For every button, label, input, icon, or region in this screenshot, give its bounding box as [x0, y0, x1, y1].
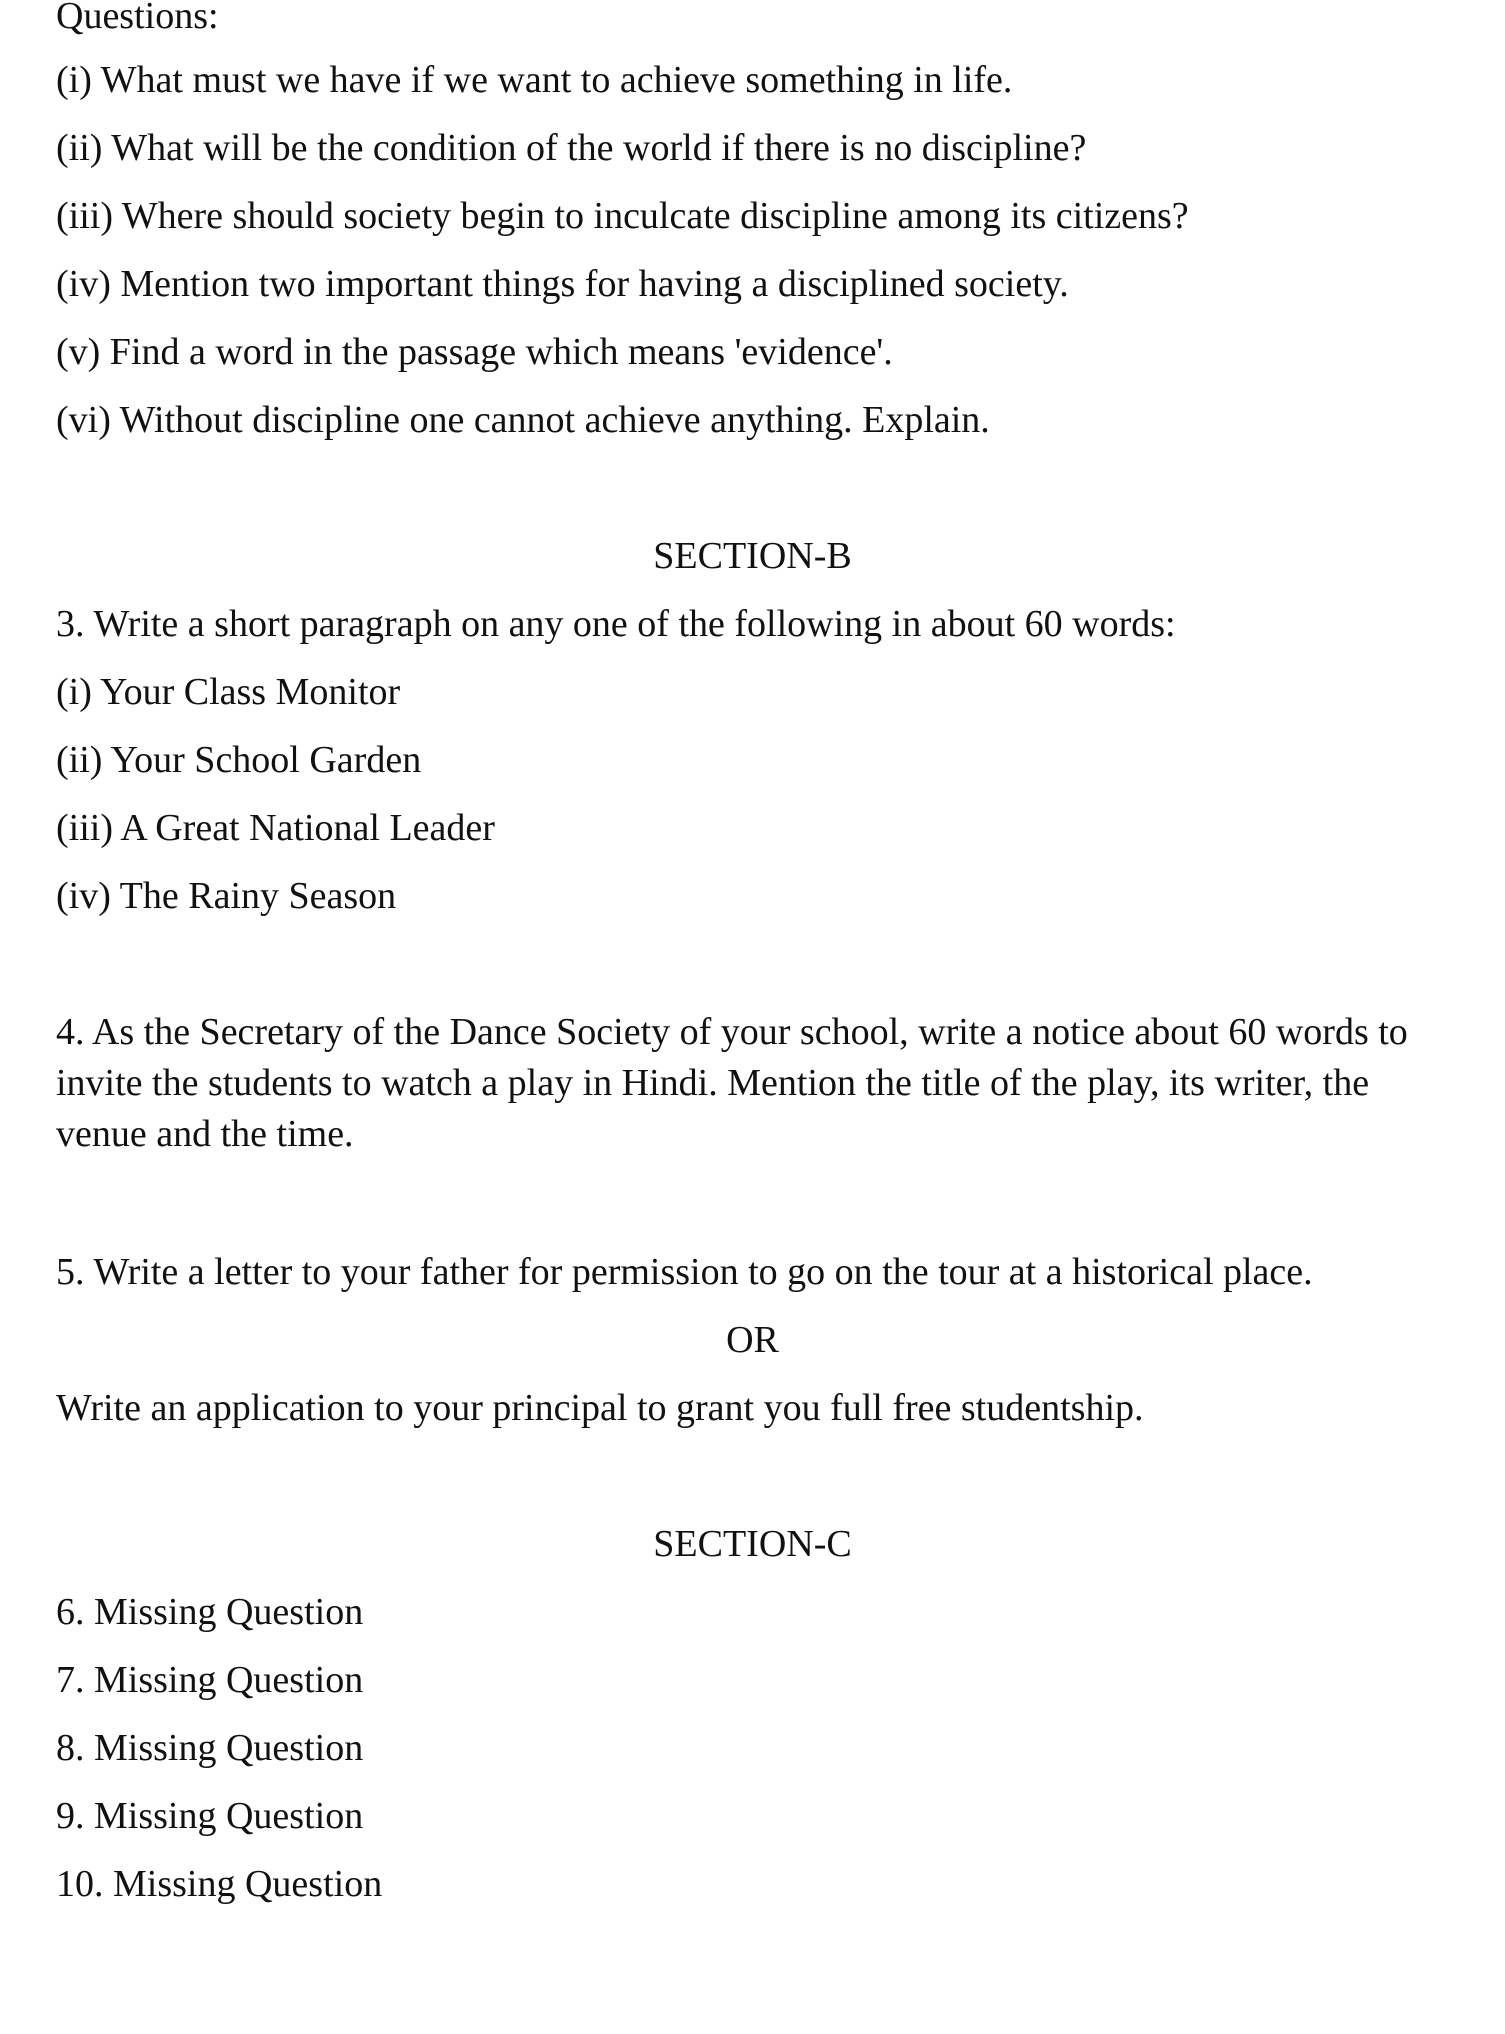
question-10: 10. Missing Question — [56, 1863, 383, 1905]
question-3-prompt: 3. Write a short paragraph on any one of the following in about 60 words: — [56, 603, 1176, 645]
question-4-line-1: 4. As the Secretary of the Dance Society of your school, write a notice about 60 words to — [56, 1011, 1408, 1053]
question-i: (i) What must we have if we want to achieve something in life. — [56, 59, 1013, 101]
question-iv: (iv) Mention two important things for having a disciplined society. — [56, 263, 1069, 305]
section-c-title: SECTION-C — [653, 1523, 852, 1565]
question-7: 7. Missing Question — [56, 1659, 364, 1701]
question-5-prompt: 5. Write a letter to your father for permission to go on the tour at a historical place. — [56, 1251, 1313, 1293]
question-iii: (iii) Where should society begin to inculcate discipline among its citizens? — [56, 195, 1189, 237]
question-vi: (vi) Without discipline one cannot achieve anything. Explain. — [56, 399, 990, 441]
question-3-option-iii: (iii) A Great National Leader — [56, 807, 495, 849]
or-separator: OR — [726, 1319, 779, 1361]
question-ii: (ii) What will be the condition of the world if there is no discipline? — [56, 127, 1087, 169]
question-3-option-ii: (ii) Your School Garden — [56, 739, 422, 781]
question-9: 9. Missing Question — [56, 1795, 364, 1837]
question-3-option-i: (i) Your Class Monitor — [56, 671, 401, 713]
questions-heading: Questions: — [56, 0, 219, 37]
question-5-alternative: Write an application to your principal to grant you full free studentship. — [56, 1387, 1144, 1429]
question-6: 6. Missing Question — [56, 1591, 364, 1633]
question-4-line-2: invite the students to watch a play in Hindi. Mention the title of the play, its writer, the — [56, 1062, 1370, 1104]
question-v: (v) Find a word in the passage which means 'evidence'. — [56, 331, 893, 373]
section-b-title: SECTION-B — [653, 535, 852, 577]
question-3-option-iv: (iv) The Rainy Season — [56, 875, 397, 917]
question-8: 8. Missing Question — [56, 1727, 364, 1769]
question-4-line-3: venue and the time. — [56, 1113, 354, 1155]
